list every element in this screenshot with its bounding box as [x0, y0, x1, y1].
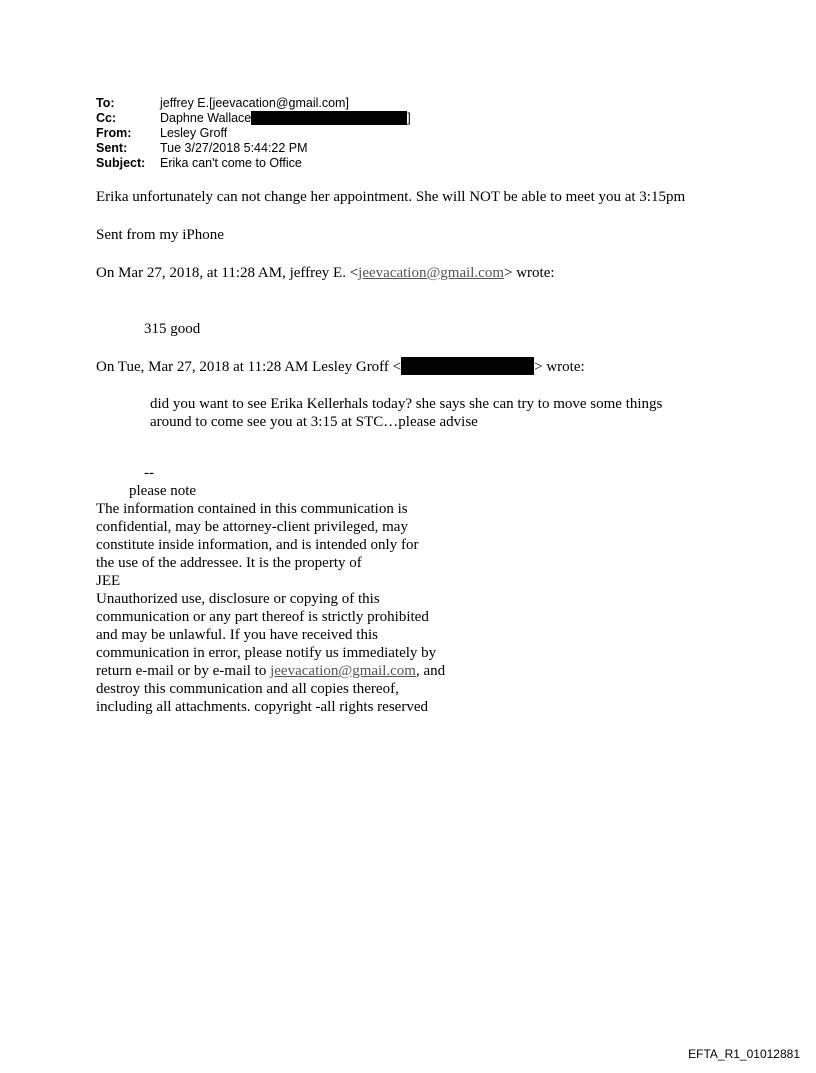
quote-header-2: [96, 357, 696, 376]
signature-block: [96, 465, 516, 716]
quote-header-2-prefix: On Tue, Mar 27, 2018 at 11:28 AM Lesley Groff <: [96, 359, 402, 375]
quote-header-2-suffix: > wrote:: [534, 359, 585, 375]
message-text: Erika unfortunately can not change her appointment. She will NOT be able to meet you at 3:15pm: [96, 189, 686, 205]
cc-row: [96, 111, 411, 126]
disclaimer-line: constitute inside information, and is intended only for: [96, 537, 419, 553]
redaction-block: [251, 111, 407, 125]
please-note-text: please note: [129, 483, 197, 499]
to-label: To:: [96, 96, 115, 110]
quote-header-1: [96, 264, 696, 282]
subject-value: Erika can't come to Office: [160, 156, 302, 170]
disclaimer-line: communication or any part thereof is strictly prohibited: [96, 609, 429, 625]
cc-value: Daphne Wallace: [160, 111, 252, 125]
to-value: jeffrey E.[jeevacation@gmail.com]: [160, 96, 349, 110]
email-header: [96, 96, 411, 171]
disclaimer-line: communication in error, please notify us immediately by: [96, 645, 437, 661]
disclaimer-line: the use of the addressee. It is the property of: [96, 555, 362, 571]
sent-row: [96, 141, 411, 156]
subject-row: [96, 156, 411, 171]
email-link[interactable]: jeevacation@gmail.com: [270, 663, 416, 679]
disclaimer-line: JEE: [96, 573, 121, 589]
disclaimer-line: The information contained in this communication is: [96, 501, 408, 517]
disclaimer-prefix: return e-mail or by e-mail to: [96, 663, 271, 679]
disclaimer-line: including all attachments. copyright -all rights reserved: [96, 699, 428, 715]
sent-label: Sent:: [96, 141, 128, 155]
email-link[interactable]: jeevacation@gmail.com: [358, 265, 505, 281]
quote-header-1-suffix: > wrote:: [504, 265, 555, 281]
disclaimer-line: destroy this communication and all copies thereof,: [96, 681, 399, 697]
redaction-block: [401, 357, 534, 375]
signature-dashes: --: [144, 465, 154, 481]
disclaimer-suffix: , and: [415, 663, 446, 679]
quote-header-1-prefix: On Mar 27, 2018, at 11:28 AM, jeffrey E. <: [96, 265, 359, 281]
document-id: EFTA_R1_01012881: [688, 1047, 800, 1061]
from-label: From:: [96, 126, 132, 140]
from-row: [96, 126, 411, 141]
reply-text: 315 good: [144, 321, 201, 337]
disclaimer-line: Unauthorized use, disclosure or copying of this: [96, 591, 380, 607]
from-value: Lesley Groff: [160, 126, 228, 140]
disclaimer-line: confidential, may be attorney-client privileged, may: [96, 519, 408, 535]
disclaimer-line: and may be unlawful. If you have received this: [96, 627, 378, 643]
email-body: [96, 188, 696, 431]
sent-value: Tue 3/27/2018 5:44:22 PM: [160, 141, 308, 155]
cc-label: Cc:: [96, 111, 117, 125]
disclaimer-line: [96, 662, 516, 680]
original-message-text: did you want to see Erika Kellerhals today? she says she can try to move some things around to come see you at 3:15 at STC…please advise: [150, 396, 663, 430]
sent-from-text: Sent from my iPhone: [96, 227, 224, 243]
cc-close: ]: [407, 111, 411, 125]
to-row: [96, 96, 411, 111]
subject-label: Subject:: [96, 156, 146, 170]
